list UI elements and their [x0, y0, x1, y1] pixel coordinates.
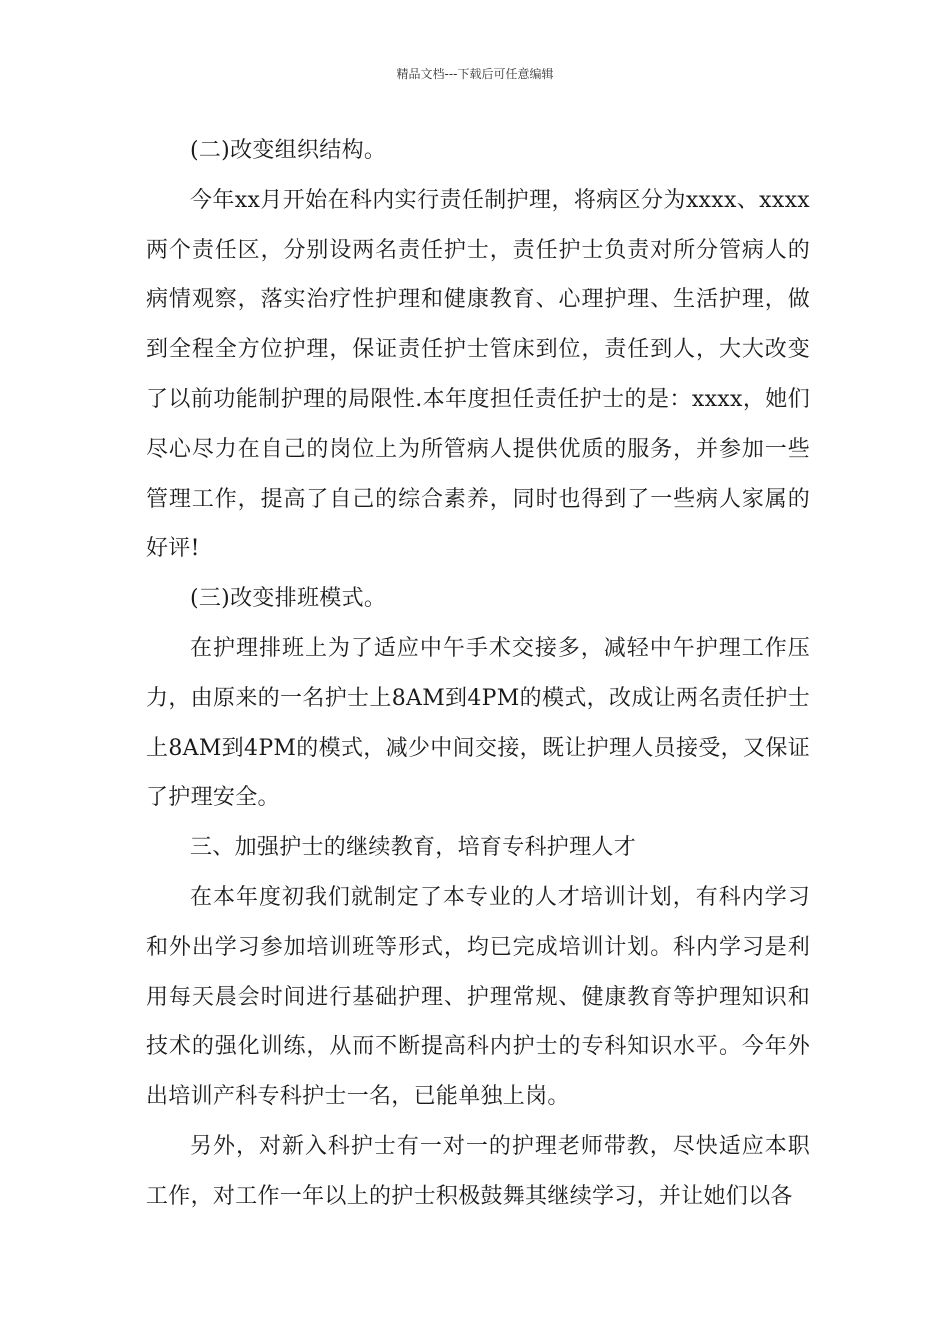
paragraph-mentoring: 另外，对新入科护士有一对一的护理老师带教，尽快适应本职工作，对工作一年以上的护士积极鼓舞其继续学习，并让她们以各 [146, 1133, 810, 1209]
paragraph-subheading-2: (二)改变组织结构。 [190, 138, 387, 163]
page-header: 精品文档---下载后可任意编辑 [396, 67, 554, 81]
paragraph-responsibility-nursing: 今年xx月开始在科内实行责任制护理，将病区分为xxxx、xxxx两个责任区，分别设两名责任护士，责任护士负责对所分管病人的病情观察，落实治疗性护理和健康教育、心理护理、生活护理，做到全程全方位护理，保证责任护士管床到位，责任到人，大大改变了以前功能制护理的局限性.本年度担任责任护士的是：xxxx，她们尽心尽力在自己的岗位上为所管病人提供优质的服务，并参加一些管理工作，提高了自己的综合素养，同时也得到了一些病人家属的好评! [146, 187, 810, 562]
document-body [146, 126, 810, 1222]
paragraph-section-heading-3: 三、加强护士的继续教育，培育专科护理人才 [190, 835, 637, 861]
paragraph-shift-scheduling: 在护理排班上为了适应中午手术交接多，减轻中午护理工作压力，由原来的一名护士上8AM到4PM的模式，改成让两名责任护士上8AM到4PM的模式，减少中间交接，既让护理人员接受，又保证了护理安全。 [146, 635, 810, 811]
paragraph-subheading-3: (三)改变排班模式。 [190, 586, 387, 612]
paragraph-training-plan: 在本年度初我们就制定了本专业的人才培训计划，有科内学习和外出学习参加培训班等形式，均已完成培训计划。科内学习是利用每天晨会时间进行基础护理、护理常规、健康教育等护理知识和技术的强化训练，从而不断提高科内护士的专科知识水平。今年外出培训产科专科护士一名，已能单独上岗。 [146, 884, 810, 1110]
